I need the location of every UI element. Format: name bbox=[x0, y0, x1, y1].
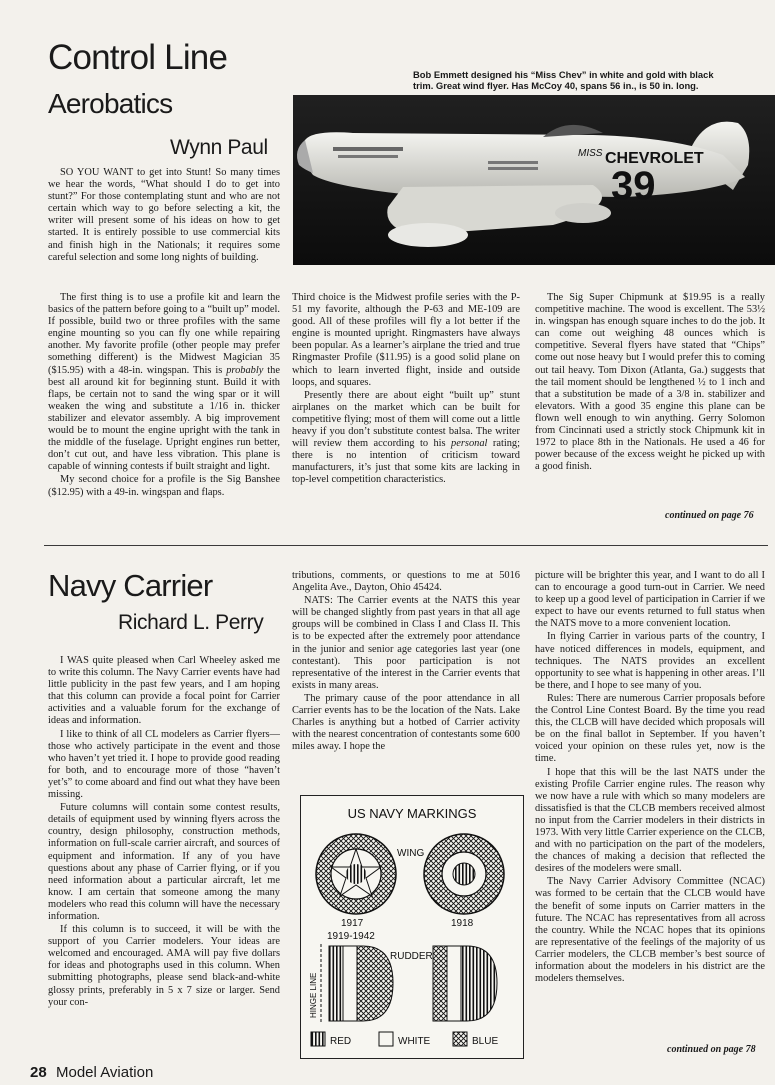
stunt-continued-link[interactable]: continued on page 76 bbox=[665, 510, 754, 521]
carrier-col1-paragraph-2: I like to think of all CL modelers as Carrier flyers—those who actively participate in the event and those who haven’t yet tried it. I hope to provide good reading for both, and to encourage more of those “haven’t yet’s” to come aboard and find out what they have been missing. bbox=[48, 728, 280, 801]
plane-number-text: 39 bbox=[611, 164, 656, 208]
carrier-col2-paragraph-1: tributions, comments, or questions to me at 5016 Angelita Ave., Dayton, Ohio 45424. bbox=[292, 570, 520, 594]
year-1918-label: 1918 bbox=[451, 918, 474, 929]
stunt-col2-paragraph-1: Third choice is the Midwest profile series with the P-51 my favorite, although the P-63 and ME-109 are good. All of these profiles will fly a lot better if the engine is mounted upright. Ringmasters have always been popular. As a learner’s airplane the tried and true Ringmaster Profile ($11.95) is a good solid plane on which to learn inverted flight, inside and outside loops, and squares. bbox=[292, 292, 520, 388]
carrier-col3-paragraph-1: picture will be brighter this year, and I want to do all I can to encourage a good turn-out in Carrier. We need to keep up a good level of participation in Carrier if we expect to have our events returned to full status when the NATS move to a more convenient location. bbox=[535, 570, 765, 630]
carrier-col3-paragraph-4: I hope that this will be the last NATS under the existing Profile Carrier engine rules. The reason why we now have a rule with which so many modelers are dissatisfied is that the CLCB members received almost no input from the Carrier modelers in their districts in 1973. With very little Carrier experience on the CLCB, and with no participation on the part of the modelers, the chances of making a decision that reflected the desires of the modelers were small. bbox=[535, 766, 765, 875]
plane-chevrolet-text: CHEVROLET bbox=[605, 150, 704, 167]
carrier-author: Richard L. Perry bbox=[118, 611, 264, 634]
stunt-col1-paragraph-2: My second choice for a profile is the Sig Banshee ($12.95) with a 49-in. wingspan and flaps. bbox=[48, 474, 280, 498]
miss-chevrolet-plane-image bbox=[293, 95, 775, 265]
diagram-title: US NAVY MARKINGS bbox=[347, 806, 477, 821]
stunt-col2-paragraph-2: Presently there are about eight “built up” stunt airplanes on the market which can be built for competitive flying; most of them will come out a little heavy if you don’t substitute contest balsa. The writer will review them according to his personal rating; there is no intention of criticism toward manufacturers, it’s just that some kits are lacking in top-level competition characteristics. bbox=[292, 389, 520, 486]
plane-miss-text: MISS bbox=[578, 148, 603, 159]
legend-white: WHITE bbox=[398, 1036, 431, 1047]
carrier-col1-paragraph-3: Future columns will contain some contest results, details of equipment used by winning flyers across the country, design philosophy, construction methods, information on full-scale carrier aircraft, and sources of equipment and information. If any of you have questions about any phase of Carrier flying, or if you need information about a particular aircraft, let me know. I am certain that someone among the many modelers who read this column will have the necessary information. bbox=[48, 802, 280, 922]
carrier-column-2 bbox=[292, 570, 520, 795]
magazine-name: Model Aviation bbox=[56, 1064, 154, 1081]
rudder-label: RUDDER bbox=[390, 951, 433, 962]
carrier-col3-paragraph-3: Rules: There are numerous Carrier proposals before the Control Line Contest Board. By the time you read this, the CLCB will have decided which proposals will be on the final ballot in September. If you haven’t voiced your opinion on these rules yet, now is the time. bbox=[535, 692, 765, 765]
photo-caption: Bob Emmett designed his “Miss Chev” in white and gold with black trim. Great wind flyer. Has McCoy 40, spans 56 in., is 50 in. long. bbox=[413, 69, 714, 91]
carrier-col2-paragraph-2: NATS: The Carrier events at the NATS this year will be changed slightly from past years in that all age groups will be combined in Class I and Class II. This is to be expected after the extremely poor attendance in the junior and senior age categories last year (one contestant). This poor participation is not representative of the interest in the Carrier events that exists in many areas. bbox=[292, 595, 520, 691]
stunt-column-3 bbox=[535, 292, 765, 507]
carrier-column-1 bbox=[48, 655, 280, 1075]
carrier-continued-link[interactable]: continued on page 78 bbox=[667, 1044, 756, 1055]
carrier-col3-paragraph-5: The Navy Carrier Advisory Committee (NCAC) was formed to be certain that the CLCB would have the benefit of some inputs on Carrier matters in the future. The NCAC has representatives from all across the country. While the NCAC hopes that its opinions are representative of the feelings of the majority of us Carrier modelers, the CLCB member’s best source of information about the modelers in his district are the modelers themselves. bbox=[535, 876, 765, 985]
page-number: 28 bbox=[30, 1064, 47, 1081]
years-1919-1942-label: 1919-1942 bbox=[327, 931, 375, 942]
stunt-author: Wynn Paul bbox=[170, 136, 268, 159]
stunt-intro-column bbox=[48, 167, 280, 289]
stunt-title-line2: Aerobatics bbox=[48, 88, 173, 119]
stunt-column-1 bbox=[48, 292, 280, 554]
hinge-line-label: HINGE LINE bbox=[309, 972, 318, 1018]
navy-markings-graphic bbox=[301, 796, 523, 1058]
navy-markings-diagram bbox=[300, 795, 524, 1059]
stunt-column-2 bbox=[292, 292, 520, 532]
carrier-title: Navy Carrier bbox=[48, 568, 213, 603]
stunt-col3-paragraph-1: The Sig Super Chipmunk at $19.95 is a really competitive machine. The wood is excellent. The 53½ in. wingspan has enough square inches to do the job. It can come out weighing 48 ounces which is competitive. Several flyers have stated that “Chips” come out nose heavy but I would prefer this to coming out tail heavy. Tom Dixon (Atlanta, Ga.) suggests that the tail moment should be lengthened ½ to 1 inch and that a substitution be made of a 3/8 in. stabilizer and elevators. With a good 35 engine this plane can be flown well enough to win anything. Gerry Solomon from Cincinnati used a strictly stock Chipmunk kit in 1972 to place 8th in the Nationals. He used a 46 for power because of the excess weight he picked up with a good finish. bbox=[535, 292, 765, 473]
stunt-title-line1: Control Line bbox=[48, 38, 228, 77]
legend-red: RED bbox=[330, 1036, 352, 1047]
carrier-col3-paragraph-2: In flying Carrier in various parts of the country, I have noticed differences in models, equipment, and techniques. The NATS provides an excellent opportunity to see what is happening in other areas. I’ll be there, and I hope to see many of you. bbox=[535, 631, 765, 691]
stunt-col1-paragraph-1: The first thing is to use a profile kit and learn the basics of the pattern before going to a “built up” model. If possible, build two or three profiles with the same engine mounting so you can fly one while repairing another. My favorite profile (other people may prefer something different) is the Midwest Magician 35 ($15.95) with a 48-in. wingspan. This is probably the best all around kit for beginning stunt. Build it with flaps, be certain not to sand the wing spar or it will weaken the wing and substitute a 1/16 in. thicker stabilizer and elevator assembly. A big improvement would be to mount the engine upright with the tank in the middle of the fuselage. Upright engines run better, don’t cut out, and have less vibration. This plane is capable of winning contests if built straight and light. bbox=[48, 292, 280, 473]
section-divider bbox=[44, 545, 768, 546]
carrier-column-3 bbox=[535, 570, 765, 1052]
carrier-col2-paragraph-3: The primary cause of the poor attendance in all Carrier events has to be the location of the Nats. Lake Charles is anything but a hotbed of Carrier activity with the nearest concentration of contestants some 600 miles away. I hope the bbox=[292, 692, 520, 753]
legend-blue: BLUE bbox=[472, 1036, 499, 1047]
stunt-intro-paragraph: SO YOU WANT to get into Stunt! So many times we hear the words, “What should I do to get into stunt?” For those contemplating stunt and who are not certain which way to go before selecting a kit, the writer will present some of his ideas on how to get started. It is entirely possible to use commercial kits and finish high in the Nationals; it requires some careful selection and some long nights of building. bbox=[48, 167, 280, 263]
carrier-col1-paragraph-1: I WAS quite pleased when Carl Wheeley asked me to write this column. The Navy Carrier events have had little publicity in the past few years, and I am hoping that this column can provide a focal point for Carrier activities and a valuable forum for the exchange of ideas and information. bbox=[48, 655, 280, 727]
carrier-col1-paragraph-4: If this column is to succeed, it will be with the support of you Carrier modelers. Your ideas are welcomed and encouraged. AMA will pay five dollars for ideas and photographs used in this column. When submitting photographs, please send black-and-white glossy prints, preferably in 5 x 7 size or larger. Send your con- bbox=[48, 924, 280, 1008]
miss-chevrolet-photo bbox=[293, 95, 775, 265]
wing-label: WING bbox=[397, 848, 425, 859]
year-1917-label: 1917 bbox=[341, 918, 364, 929]
